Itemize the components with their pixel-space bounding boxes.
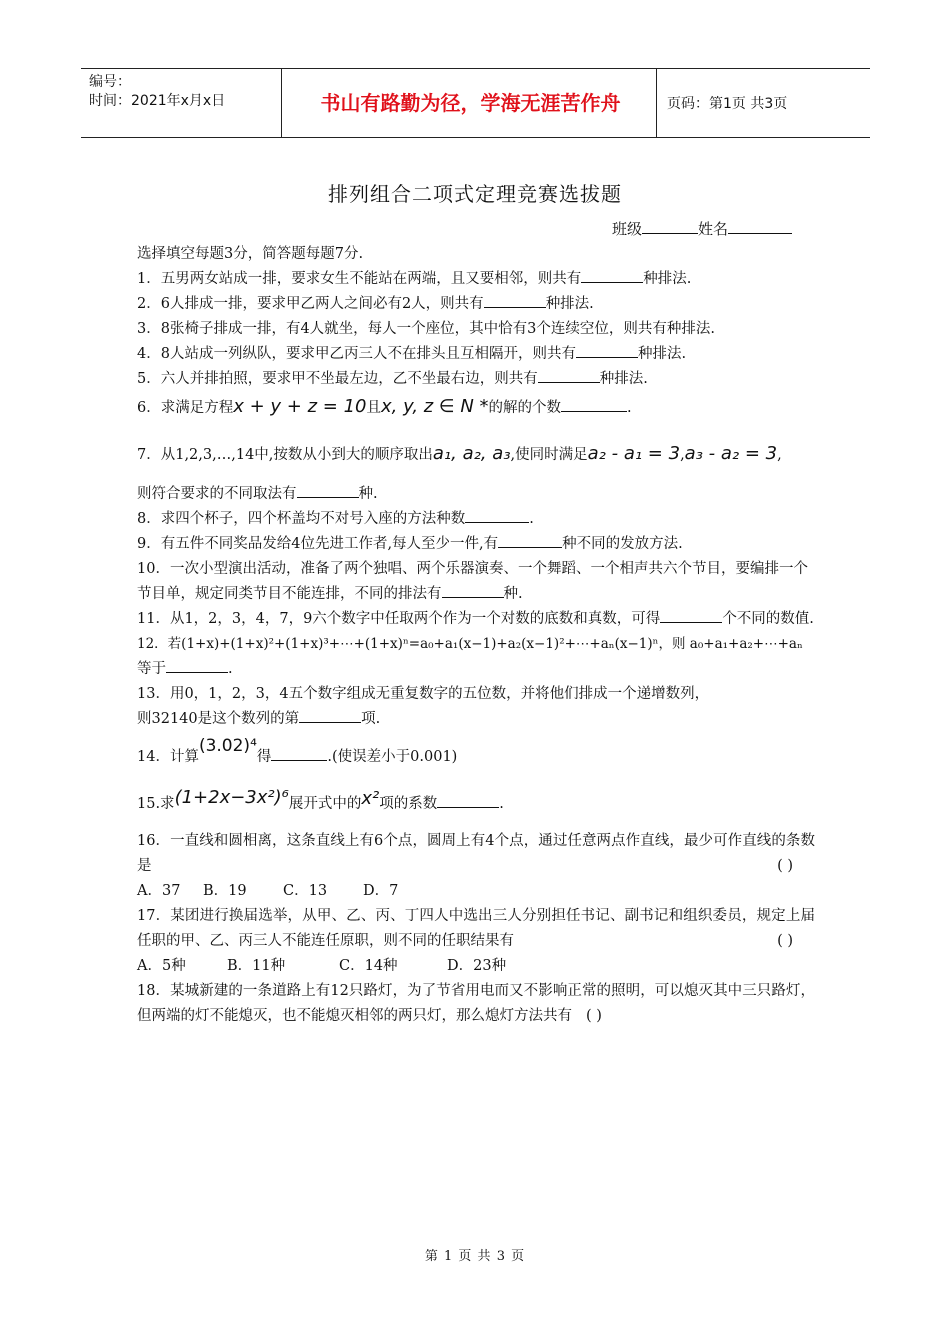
answer-blank <box>437 793 499 808</box>
header-meta <box>89 73 225 111</box>
question-text: 6．求满足方程 <box>137 400 234 416</box>
answer-blank <box>484 293 546 308</box>
question-text: 种排法. <box>637 346 687 362</box>
answer-blank <box>271 746 327 761</box>
page-footer: 第 1 页 共 3 页 <box>424 1249 526 1264</box>
question-text: 7．从1,2,3,…,14中,按数从小到大的顺序取出 <box>137 447 433 463</box>
question-7: 7．从1,2,3,…,14中,按数从小到大的顺序取出a₁, a₂, a₃,使同时满足a₂ - a₁ = 3,a₃ - a₂ = 3, <box>137 443 782 464</box>
question-text: 5．六人并排拍照，要求甲不坐最左边，乙不坐最右边，则共有 <box>137 371 538 387</box>
equation: a₃ - a₂ = 3 <box>684 443 778 464</box>
answer-blank <box>538 368 600 383</box>
answer-blank <box>561 397 627 412</box>
question-text: 9．有五件不同奖品发给4位先进工作者,每人至少一件,有 <box>137 536 499 552</box>
equation: x, y, z ∈ N * <box>380 396 489 417</box>
question-text: 种排法. <box>545 296 594 312</box>
question-text: 17．某团进行换届选举，从甲、乙、丙、丁四人中选出三人分别担任书记、副书记和组织委员，规定上届任职的甲、乙、丙三人不能连任原职，则不同的任职结果有 <box>137 908 815 949</box>
answer-blank <box>299 708 361 723</box>
question-text: 项. <box>361 711 381 727</box>
header-page-info: 页码：第1页 共3页 <box>667 96 788 112</box>
question-text: 等于 <box>137 661 166 677</box>
question-17-options <box>137 954 815 979</box>
question-text: 的解的个数 <box>488 400 562 416</box>
question-10 <box>137 557 815 607</box>
question-text: . <box>627 400 632 416</box>
question-text: 4．8人站成一列纵队，要求甲乙丙三人不在排头且互相隔开，则共有 <box>137 346 576 362</box>
question-2 <box>137 292 815 317</box>
question-text: 种排法. <box>643 271 692 287</box>
option-d: D．7 <box>363 883 399 899</box>
question-text: 10．一次小型演出活动，准备了两个独唱、两个乐器演奏、一个舞蹈、一个相声共六个节目，要编排一个节目单，规定同类节目不能连排，不同的排法有 <box>137 561 808 602</box>
question-text: 项的系数 <box>379 796 438 812</box>
document-title: 排列组合二项式定理竞赛选拔题 <box>328 182 622 206</box>
header-divider <box>656 69 657 137</box>
question-text: 16．一直线和圆相离，这条直线上有6个点，圆周上有4个点，通过任意两点作直线，最少可作直线的条数是 <box>137 833 815 874</box>
question-text: . <box>529 511 534 527</box>
question-text: 得 <box>256 749 272 765</box>
answer-paren: ( ) <box>777 858 793 874</box>
question-12-line-2 <box>137 657 815 682</box>
question-7-line-2 <box>137 482 815 507</box>
question-12 <box>137 632 815 657</box>
question-text: 则符合要求的不同取法有 <box>137 486 297 502</box>
question-text: . <box>499 796 504 812</box>
equation: (1+2x−3x²)⁶ <box>174 787 289 808</box>
question-text: ,使同时满足 <box>510 447 588 463</box>
question-9 <box>137 532 815 557</box>
question-list <box>137 242 815 1029</box>
answer-blank <box>581 268 643 283</box>
question-15 <box>137 787 815 817</box>
question-18 <box>137 979 815 1029</box>
question-text: 则32140是这个数列的第 <box>137 711 300 727</box>
serial-label: 编号： <box>89 74 131 90</box>
question-16 <box>137 829 815 879</box>
option-d: D．23种 <box>447 958 507 974</box>
class-label: 班级 <box>612 220 643 238</box>
question-16-options <box>137 879 815 904</box>
question-text: 8．求四个杯子，四个杯盖均不对号入座的方法种数 <box>137 511 466 527</box>
equation: x + y + z = 10 <box>233 396 367 417</box>
question-11 <box>137 607 815 632</box>
question-text: 种不同的发放方法. <box>562 536 683 552</box>
question-13: 13．用0，1，2，3，4五个数字组成无重复数字的五位数，并将他们排成一个递增数列， <box>137 686 710 702</box>
option-c: C．14种 <box>339 958 398 974</box>
question-text: 种. <box>358 486 378 502</box>
option-a: A．37 <box>137 883 181 899</box>
option-a: A．5种 <box>137 958 186 974</box>
equation: x² <box>361 788 380 809</box>
answer-blank <box>576 343 638 358</box>
answer-blank <box>498 533 562 548</box>
question-1 <box>137 267 815 292</box>
option-b: B．11种 <box>227 958 286 974</box>
answer-blank <box>442 583 504 598</box>
question-text: .(使误差小于0.001) <box>327 749 458 765</box>
question-text: 12．若(1+x)+(1+x)²+(1+x)³+⋯+(1+x)ⁿ=a₀+a₁(x−1)+a₂(x−1)²+⋯+aₙ(x−1)ⁿ，则 a₀+a₁+a₂+⋯+aₙ <box>137 636 803 652</box>
question-8 <box>137 507 815 532</box>
answer-blank <box>297 483 359 498</box>
answer-blank <box>660 608 722 623</box>
question-5 <box>137 367 815 392</box>
question-6 <box>137 394 815 421</box>
answer-blank <box>166 658 228 673</box>
question-14 <box>137 736 815 770</box>
question-text: 14．计算 <box>137 749 199 765</box>
question-text: 11．从1，2，3，4，7，9六个数字中任取两个作为一个对数的底数和真数，可得 <box>137 611 661 627</box>
question-text: 个不同的数值. <box>722 611 814 627</box>
intro-text: 选择填空每题3分，简答题每题7分. <box>137 246 364 262</box>
header-divider <box>281 69 282 137</box>
question-text: 种. <box>503 586 523 602</box>
option-b: B．19 <box>203 883 247 899</box>
answer-paren: ( ) <box>586 1008 602 1024</box>
answer-paren: ( ) <box>777 933 793 949</box>
question-text: 1．五男两女站成一排，要求女生不能站在两端，且又要相邻，则共有 <box>137 271 582 287</box>
time-label: 时间：2021年x月x日 <box>89 93 226 109</box>
question-4 <box>137 342 815 367</box>
question-text: 2．6人排成一排，要求甲乙两人之间必有2人，则共有 <box>137 296 484 312</box>
question-text: 15.求 <box>137 796 175 812</box>
question-text: 18．某城新建的一条道路上有12只路灯，为了节省用电而又不影响正常的照明，可以熄灭其中三只路灯，但两端的灯不能熄灭，也不能熄灭相邻的两只灯，那么熄灯方法共有 <box>137 983 815 1024</box>
header-motto: 书山有路勤为径，学海无涯苦作舟 <box>320 91 621 115</box>
question-17 <box>137 904 815 954</box>
equation: (3.02)⁴ <box>198 736 257 756</box>
question-13-line-2 <box>137 707 815 732</box>
class-name-line <box>612 218 792 239</box>
name-blank <box>728 219 792 234</box>
option-c: C．13 <box>283 883 328 899</box>
question-text: 种排法. <box>599 371 648 387</box>
page-header <box>81 68 870 138</box>
question-3: 3．8张椅子排成一排，有4人就坐，每人一个座位，其中恰有3个连续空位，则共有种排法. <box>137 321 716 337</box>
equation: a₁, a₂, a₃ <box>432 443 511 464</box>
question-text: 且 <box>366 400 381 416</box>
answer-blank <box>465 508 529 523</box>
question-text: . <box>228 661 233 677</box>
class-blank <box>642 219 698 234</box>
question-text: 展开式中的 <box>288 796 362 812</box>
equation: a₂ - a₁ = 3 <box>587 443 681 464</box>
name-label: 姓名 <box>698 220 729 238</box>
